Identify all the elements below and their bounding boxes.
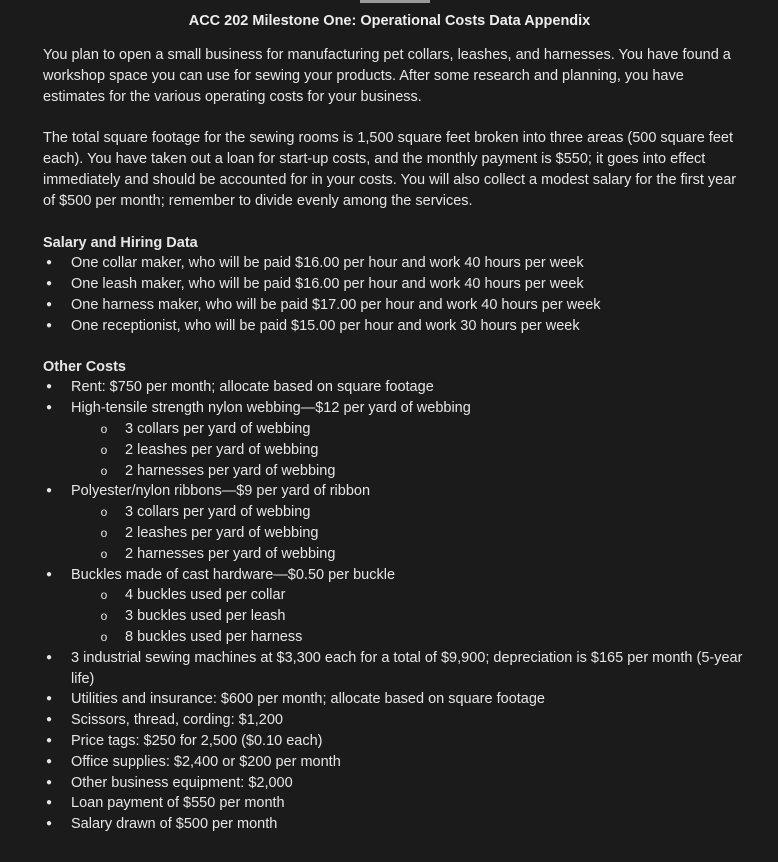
list-item: ● One leash maker, who will be paid $16.00 per hour and work 40 hours per week [43,274,748,295]
square-footage-paragraph: The total square footage for the sewing rooms is 1,500 square feet broken into three areas (500 square feet each). You have taken out a loan for start-up costs, and the monthly payment is $550; it goes into effect immediately and should be accounted for in your costs. You will also collect a modest salary for the first year of $500 per month; remember to divide evenly among the services. [43,130,737,209]
sub-list-item: o 2 harnesses per yard of webbing [43,461,748,482]
list-item: ● Rent: $750 per month; allocate based on square footage [43,377,748,398]
bullet-icon: ● [45,485,53,497]
list-item: ● High-tensile strength nylon webbing—$12 per yard of webbing [43,398,748,419]
sub-list-item: o 3 buckles used per leash [43,606,748,627]
list-item: ● Scissors, thread, cording: $1,200 [43,710,748,731]
list-item: ● Price tags: $250 for 2,500 ($0.10 each) [43,731,748,752]
intro-paragraph: You plan to open a small business for manufacturing pet collars, leashes, and harnesses. You have found a workshop space you can use for sewing your products. After some research and planning, you have estimates for the various operating costs for your business. [43,47,731,105]
list-item: ● Loan payment of $550 per month [43,793,748,814]
bullet-icon: ● [45,818,53,830]
list-item: ● Office supplies: $2,400 or $200 per month [43,752,748,773]
salary-heading: Salary and Hiring Data [43,234,198,251]
sub-list-item: o 3 collars per yard of webbing [43,502,748,523]
sub-list-item: o 2 leashes per yard of webbing [43,440,748,461]
bullet-icon: ● [45,319,53,331]
other-costs-list [43,377,748,835]
sub-bullet-icon: o [100,609,108,624]
sub-bullet-icon: o [100,588,108,603]
list-item: ● Salary drawn of $500 per month [43,814,748,835]
bullet-icon: ● [45,714,53,726]
list-item: ● One receptionist, who will be paid $15.00 per hour and work 30 hours per week [43,316,748,337]
list-item: ● Utilities and insurance: $600 per month; allocate based on square footage [43,689,748,710]
bullet-icon: ● [45,776,53,788]
sub-bullet-icon: o [100,421,108,436]
list-item: ● Buckles made of cast hardware—$0.50 per buckle [43,565,748,586]
bullet-icon: ● [45,693,53,705]
bullet-icon: ● [45,278,53,290]
sub-bullet-icon: o [100,442,108,457]
list-item: ● Other business equipment: $2,000 [43,773,748,794]
bullet-icon: ● [45,257,53,269]
bullet-icon: ● [45,755,53,767]
sub-bullet-icon: o [100,629,108,644]
cut-off-text-fragment [360,0,430,3]
list-item: ● 3 industrial sewing machines at $3,300 each for a total of $9,900; depreciation is $165 per month (5-year life) [45,649,743,687]
bullet-icon: ● [45,734,53,746]
list-item: ● One collar maker, who will be paid $16.00 per hour and work 40 hours per week [43,253,748,274]
document-title: ACC 202 Milestone One: Operational Costs Data Appendix [188,13,591,29]
salary-list [43,253,748,336]
sub-list-item: o 8 buckles used per harness [43,627,748,648]
sub-bullet-icon: o [100,463,108,478]
sub-bullet-icon: o [100,546,108,561]
sub-bullet-icon: o [100,525,108,540]
list-item: ● Polyester/nylon ribbons—$9 per yard of ribbon [43,481,748,502]
sub-list-item: o 2 harnesses per yard of webbing [43,544,748,565]
bullet-icon: ● [45,298,53,310]
bullet-icon: ● [45,797,53,809]
sub-list-item: o 4 buckles used per collar [43,585,748,606]
other-costs-heading: Other Costs [43,358,126,375]
sub-bullet-icon: o [100,505,108,520]
bullet-icon: ● [45,381,53,393]
bullet-icon: ● [45,402,53,414]
bullet-icon: ● [45,651,53,663]
bullet-icon: ● [45,568,53,580]
list-item: ● One harness maker, who will be paid $17.00 per hour and work 40 hours per week [43,295,748,316]
sub-list-item: o 3 collars per yard of webbing [43,419,748,440]
sub-list-item: o 2 leashes per yard of webbing [43,523,748,544]
